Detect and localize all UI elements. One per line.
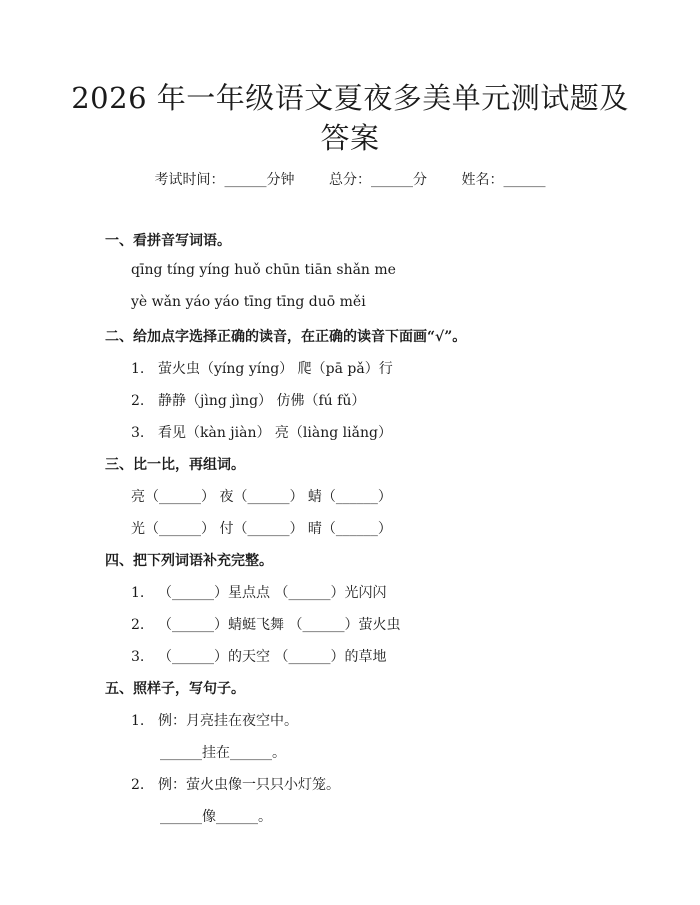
pinyin-line: qīng tíng yíng huǒ chūn tiān shǎn me bbox=[131, 262, 396, 278]
exam-time: 考试时间：______分钟 bbox=[154, 172, 295, 188]
item-text: （______）蜻蜓飞舞 （______）萤火虫 bbox=[158, 617, 401, 633]
item-text: 例：月亮挂在夜空中。 bbox=[158, 713, 298, 729]
item-number: 2. bbox=[131, 393, 145, 409]
fill-sentence: ______像______。 bbox=[160, 809, 272, 825]
item-number: 3. bbox=[131, 649, 145, 665]
question-item bbox=[131, 422, 392, 442]
item-number: 1. bbox=[131, 713, 145, 729]
section-1-heading: 一、看拼音写词语。 bbox=[105, 233, 231, 249]
section-2-heading: 二、给加点字选择正确的读音，在正确的读音下面画“√”。 bbox=[105, 329, 467, 345]
question-item bbox=[131, 646, 386, 666]
total-score: 总分：______分 bbox=[329, 172, 427, 188]
item-text: （______）的天空 （______）的草地 bbox=[158, 649, 387, 665]
question-item bbox=[131, 390, 365, 410]
question-item bbox=[131, 582, 386, 602]
exam-meta bbox=[0, 169, 700, 189]
section-5-heading: 五、照样子，写句子。 bbox=[105, 681, 245, 697]
item-number: 2. bbox=[131, 777, 145, 793]
item-text: 看见（kàn jiàn） 亮（liàng liǎng） bbox=[158, 425, 392, 441]
item-number: 1. bbox=[131, 585, 145, 601]
item-text: 例：萤火虫像一只只小灯笼。 bbox=[158, 777, 340, 793]
question-item bbox=[131, 614, 400, 634]
word-group-line: 光（______） 付（______） 晴（______） bbox=[131, 521, 392, 537]
student-name: 姓名：______ bbox=[461, 172, 546, 188]
fill-sentence: ______挂在______。 bbox=[160, 745, 286, 761]
question-item bbox=[131, 358, 393, 378]
word-group-line: 亮（______） 夜（______） 蜻（______） bbox=[131, 489, 392, 505]
item-text: 萤火虫（yíng yíng） 爬（pā pǎ）行 bbox=[158, 361, 393, 377]
item-number: 1. bbox=[131, 361, 145, 377]
question-item bbox=[131, 774, 340, 794]
section-3-heading: 三、比一比，再组词。 bbox=[105, 457, 245, 473]
item-number: 3. bbox=[131, 425, 145, 441]
question-item bbox=[131, 710, 298, 730]
page-title: 2026 年一年级语文夏夜多美单元测试题及答案 bbox=[71, 81, 629, 155]
item-text: （______）星点点 （______）光闪闪 bbox=[158, 585, 387, 601]
section-4-heading: 四、把下列词语补充完整。 bbox=[105, 553, 273, 569]
item-text: 静静（jìng jìng） 仿佛（fú fǔ） bbox=[158, 393, 366, 409]
pinyin-line: yè wǎn yáo yáo tīng tīng duō měi bbox=[131, 294, 366, 310]
item-number: 2. bbox=[131, 617, 145, 633]
